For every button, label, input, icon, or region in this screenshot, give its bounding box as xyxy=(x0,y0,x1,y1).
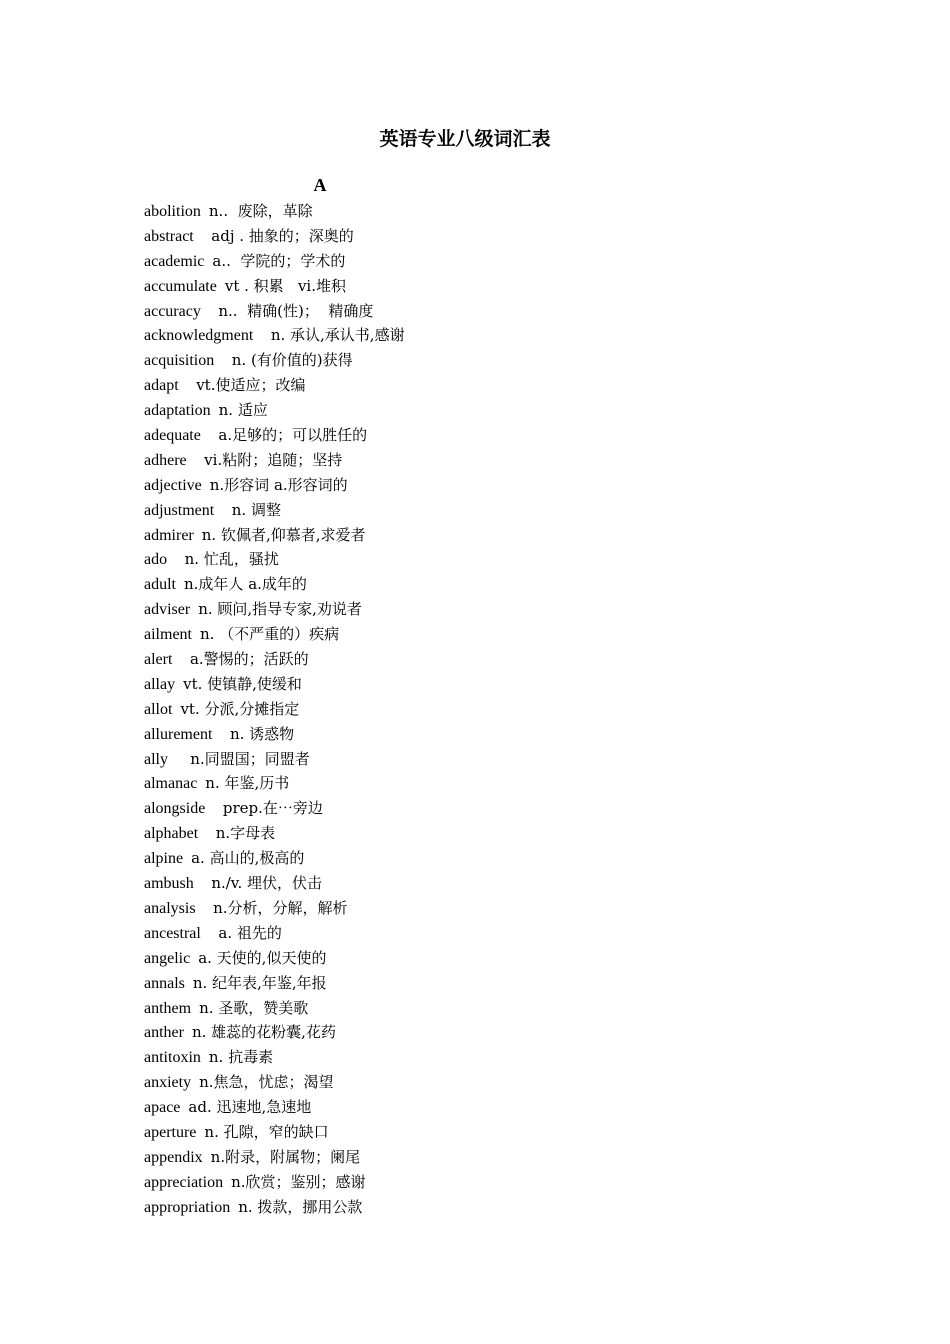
vocab-word: alert xyxy=(144,651,173,669)
list-item xyxy=(144,1145,405,1170)
list-item xyxy=(144,771,405,796)
list-item xyxy=(144,448,405,473)
vocab-definition: n. （不严重的）疾病 xyxy=(199,625,340,644)
list-item xyxy=(144,747,405,772)
vocab-definition: n.. 精确(性)； 精确度 xyxy=(208,301,374,320)
vocab-definition: n. 钦佩者,仰慕者,求爱者 xyxy=(201,525,366,544)
list-item xyxy=(144,547,405,572)
vocab-definition: vi.粘附；追随；坚持 xyxy=(194,450,343,469)
vocab-word: ancestral xyxy=(144,924,201,942)
list-item xyxy=(144,373,405,398)
vocab-word: adapt xyxy=(144,377,179,395)
list-item xyxy=(144,498,405,523)
vocab-definition: n. 诱惑物 xyxy=(220,724,295,743)
list-item xyxy=(144,1020,405,1045)
vocab-definition: a. 祖先的 xyxy=(208,923,282,942)
vocab-word: academic xyxy=(144,252,205,270)
vocab-definition: n. 顾问,指导专家,劝说者 xyxy=(198,600,362,619)
list-item xyxy=(144,622,405,647)
vocab-word: adhere xyxy=(144,451,187,469)
list-item xyxy=(144,299,405,324)
list-item xyxy=(144,921,405,946)
list-item xyxy=(144,1045,405,1070)
vocabulary-list xyxy=(144,199,405,1220)
vocab-definition: prep.在⋯旁边 xyxy=(213,799,323,818)
vocab-definition: n. 调整 xyxy=(222,500,281,519)
vocab-definition: a.. 学院的；学术的 xyxy=(212,251,346,270)
vocab-word: alongside xyxy=(144,800,206,818)
list-item xyxy=(144,672,405,697)
vocab-definition: n. 抗毒素 xyxy=(208,1048,274,1067)
vocab-definition: vt . 积累 vi.堆积 xyxy=(224,276,346,295)
vocab-word: allay xyxy=(144,675,176,693)
list-item xyxy=(144,1170,405,1195)
list-item xyxy=(144,846,405,871)
vocab-word: anthem xyxy=(144,999,192,1017)
vocab-definition: n. (有价值的)获得 xyxy=(222,351,353,370)
list-item xyxy=(144,1095,405,1120)
vocab-definition: n. 雄蕊的花粉囊,花药 xyxy=(191,1023,336,1042)
vocab-word: adequate xyxy=(144,427,201,445)
list-item xyxy=(144,348,405,373)
list-item xyxy=(144,224,405,249)
list-item xyxy=(144,996,405,1021)
vocab-word: anxiety xyxy=(144,1074,192,1092)
section-heading: A xyxy=(313,175,327,195)
vocab-definition: n.. 废除，革除 xyxy=(208,202,313,220)
vocab-definition: n.焦急，忧虑；渴望 xyxy=(199,1073,334,1092)
vocab-word: accumulate xyxy=(144,277,217,295)
vocab-definition: n. 忙乱，骚扰 xyxy=(175,550,279,569)
vocab-word: alphabet xyxy=(144,825,199,843)
vocab-word: allurement xyxy=(144,725,213,743)
vocab-word: apace xyxy=(144,1099,181,1117)
vocab-word: appropriation xyxy=(144,1198,231,1216)
list-item xyxy=(144,971,405,996)
vocab-word: almanac xyxy=(144,775,198,793)
vocab-word: antitoxin xyxy=(144,1049,201,1067)
vocab-word: anther xyxy=(144,1024,184,1042)
vocab-word: acknowledgment xyxy=(144,327,254,345)
vocab-definition: a.足够的；可以胜任的 xyxy=(208,426,368,445)
vocab-word: adjustment xyxy=(144,501,215,519)
vocab-definition: n. 纪年表,年鉴,年报 xyxy=(192,973,327,992)
vocab-word: ailment xyxy=(144,626,192,644)
list-item xyxy=(144,597,405,622)
list-item xyxy=(144,1120,405,1145)
list-item xyxy=(144,398,405,423)
list-item xyxy=(144,946,405,971)
vocab-word: adjective xyxy=(144,476,202,494)
vocab-definition: n.形容词 a.形容词的 xyxy=(209,475,348,494)
vocab-word: ambush xyxy=(144,875,194,893)
list-item xyxy=(144,796,405,821)
vocab-definition: a. 天使的,似天使的 xyxy=(198,948,327,967)
vocab-definition: n.附录，附属物；阑尾 xyxy=(210,1147,361,1166)
list-item xyxy=(144,1195,405,1220)
vocab-word: allot xyxy=(144,700,173,718)
vocab-word: abstract xyxy=(144,227,194,245)
vocab-word: adviser xyxy=(144,601,191,619)
vocab-word: accuracy xyxy=(144,302,201,320)
list-item xyxy=(144,821,405,846)
vocab-definition: n.同盟国；同盟者 xyxy=(176,749,310,768)
list-item xyxy=(144,871,405,896)
vocab-word: adaptation xyxy=(144,402,211,420)
list-item xyxy=(144,473,405,498)
vocab-word: annals xyxy=(144,974,185,992)
list-item xyxy=(144,1070,405,1095)
vocab-word: abolition xyxy=(144,203,201,220)
vocab-word: angelic xyxy=(144,949,191,967)
document-title: 英语专业八级词汇表 xyxy=(379,128,551,150)
vocab-definition: n. 年鉴,历书 xyxy=(205,774,290,793)
vocab-definition: ad. 迅速地,急速地 xyxy=(188,1098,312,1117)
list-item xyxy=(144,896,405,921)
vocab-definition: vt.使适应；改编 xyxy=(186,376,306,395)
list-item xyxy=(144,722,405,747)
vocab-word: ado xyxy=(144,551,168,569)
vocab-definition: n.欣赏；鉴别；感谢 xyxy=(231,1172,366,1191)
vocab-definition: a.警惕的；活跃的 xyxy=(180,650,309,669)
vocab-word: alpine xyxy=(144,850,184,868)
vocab-word: adult xyxy=(144,576,176,594)
vocab-definition: n.分析，分解，解析 xyxy=(203,898,348,917)
vocab-definition: n. 承认,承认书,感谢 xyxy=(261,326,405,345)
vocab-word: appendix xyxy=(144,1148,203,1166)
vocab-word: analysis xyxy=(144,899,196,917)
vocab-definition: n.成年人 a.成年的 xyxy=(184,575,307,594)
vocab-word: aperture xyxy=(144,1123,197,1141)
vocab-definition: n. 孔隙，窄的缺口 xyxy=(204,1122,329,1141)
list-item xyxy=(144,523,405,548)
vocab-word: ally xyxy=(144,750,168,768)
list-item xyxy=(144,323,405,348)
list-item xyxy=(144,647,405,672)
vocab-definition: a. 高山的,极高的 xyxy=(191,849,305,868)
vocab-word: admirer xyxy=(144,526,194,544)
vocab-definition: adj . 抽象的；深奥的 xyxy=(201,226,354,245)
vocab-word: appreciation xyxy=(144,1173,224,1191)
list-item xyxy=(144,274,405,299)
vocab-definition: n. 适应 xyxy=(218,401,268,420)
list-item xyxy=(144,199,405,224)
vocab-definition: n. 拨款，挪用公款 xyxy=(238,1197,363,1216)
vocab-word: acquisition xyxy=(144,352,215,370)
vocab-definition: vt. 使镇静,使缓和 xyxy=(183,674,302,693)
list-item xyxy=(144,423,405,448)
vocab-definition: n. 圣歌，赞美歌 xyxy=(199,998,309,1017)
vocab-definition: vt. 分派,分摊指定 xyxy=(180,699,300,718)
list-item xyxy=(144,249,405,274)
list-item xyxy=(144,572,405,597)
list-item xyxy=(144,697,405,722)
vocab-definition: n./v. 埋伏，伏击 xyxy=(201,874,323,893)
vocab-definition: n.字母表 xyxy=(206,824,276,843)
